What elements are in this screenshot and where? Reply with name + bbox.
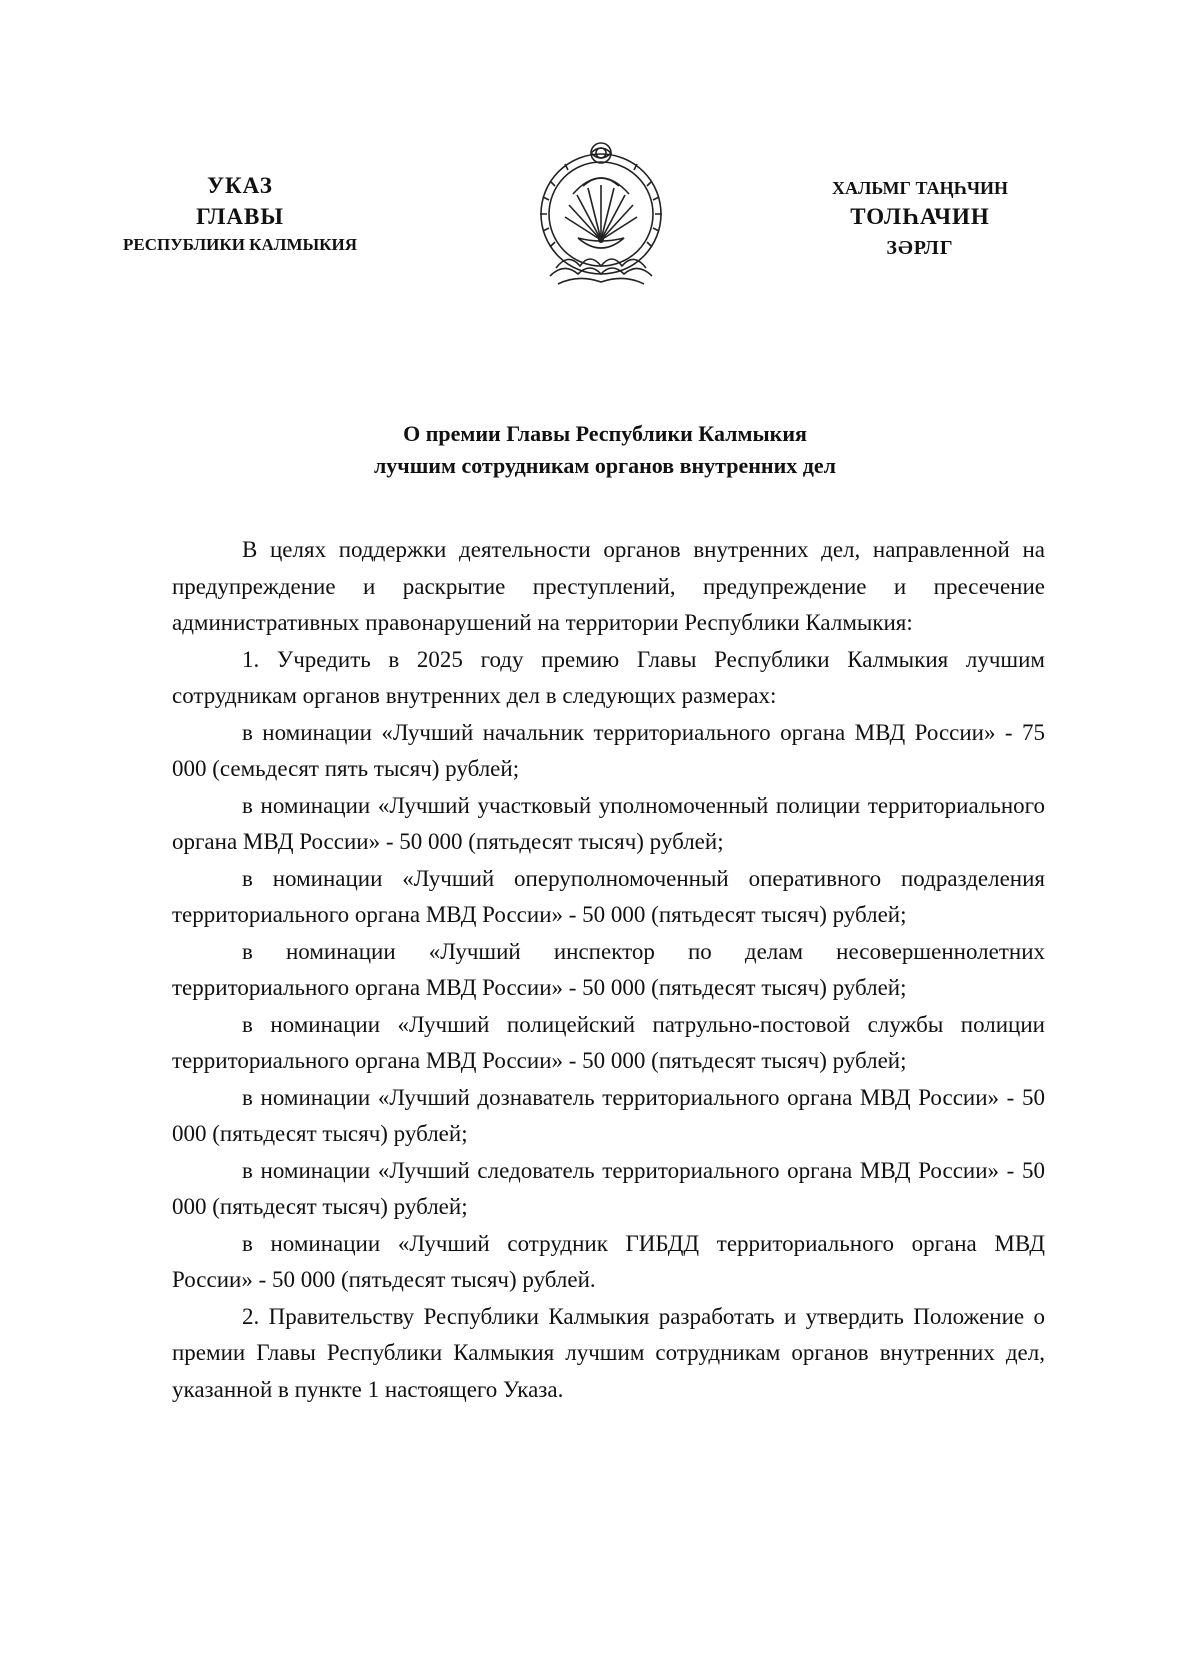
header-left-block xyxy=(90,170,390,258)
nomination-inquirer-paragraph: в номинации «Лучший дознаватель территориального органа МВД России» - 50 000 (пятьдесят тысяч) рублей; xyxy=(172,1084,1045,1146)
republic-label: РЕСПУБЛИКИ КАЛМЫКИЯ xyxy=(122,235,358,254)
header-right-block xyxy=(800,175,1040,263)
nomination-operative-paragraph: в номинации «Лучший оперуполномоченный оперативного подразделения территориального органа МВД России» - 50 000 (пятьдесят тысяч) рублей; xyxy=(172,865,1045,927)
head-label: ГЛАВЫ xyxy=(196,204,284,229)
nomination-juvenile-inspector-paragraph: в номинации «Лучший инспектор по делам несовершеннолетних территориального органа МВД России» - 50 000 (пятьдесят тысяч) рублей; xyxy=(172,938,1045,1000)
title-line-1: О премии Главы Республики Калмыкия xyxy=(403,421,807,446)
kalmyk-republic-label: ХАЛЬМГ ТАҢҺЧИН xyxy=(831,178,1009,198)
document-body xyxy=(172,532,1045,1408)
nomination-district-officer-paragraph: в номинации «Лучший участковый уполномоченный полиции территориального органа МВД России» - 50 000 (пятьдесят тысяч) рублей; xyxy=(172,792,1045,854)
preamble-paragraph: В целях поддержки деятельности органов внутренних дел, направленной на предупреждение и раскрытие преступлений, предупреждение и пресечение административных правонарушений на территории Республики Калмыкия: xyxy=(172,537,1045,635)
clause-1-paragraph: 1. Учредить в 2025 году премию Главы Республики Калмыкия лучшим сотрудникам органов внутренних дел в следующих размерах: xyxy=(172,646,1045,708)
title-line-2: лучшим сотрудникам органов внутренних дел xyxy=(373,453,837,478)
coat-of-arms-of-kalmykia-icon xyxy=(528,140,674,292)
nomination-patrol-paragraph: в номинации «Лучший полицейский патрульно-постовой службы полиции территориального органа МВД России» - 50 000 (пятьдесят тысяч) рублей; xyxy=(172,1011,1045,1073)
clause-2-paragraph: 2. Правительству Республики Калмыкия разработать и утвердить Положение о премии Главы Республики Калмыкия лучшим сотрудникам органов внутренних дел, указанной в пункте 1 настоящего Указа. xyxy=(172,1303,1045,1402)
nomination-head-paragraph: в номинации «Лучший начальник территориального органа МВД России» - 75 000 (семьдесят пять тысяч) рублей; xyxy=(172,719,1045,781)
nomination-traffic-police-paragraph: в номинации «Лучший сотрудник ГИБДД территориального органа МВД России» - 50 000 (пятьдесят тысяч) рублей. xyxy=(172,1230,1045,1292)
kalmyk-decree-label: ЗӘРЛГ xyxy=(886,237,954,259)
document-title xyxy=(160,418,1050,482)
nomination-investigator-paragraph: в номинации «Лучший следователь территориального органа МВД России» - 50 000 (пятьдесят тысяч) рублей; xyxy=(172,1157,1045,1219)
kalmyk-head-label: ТОЛҺАЧИН xyxy=(850,204,990,229)
decree-label: УКАЗ xyxy=(207,173,273,198)
